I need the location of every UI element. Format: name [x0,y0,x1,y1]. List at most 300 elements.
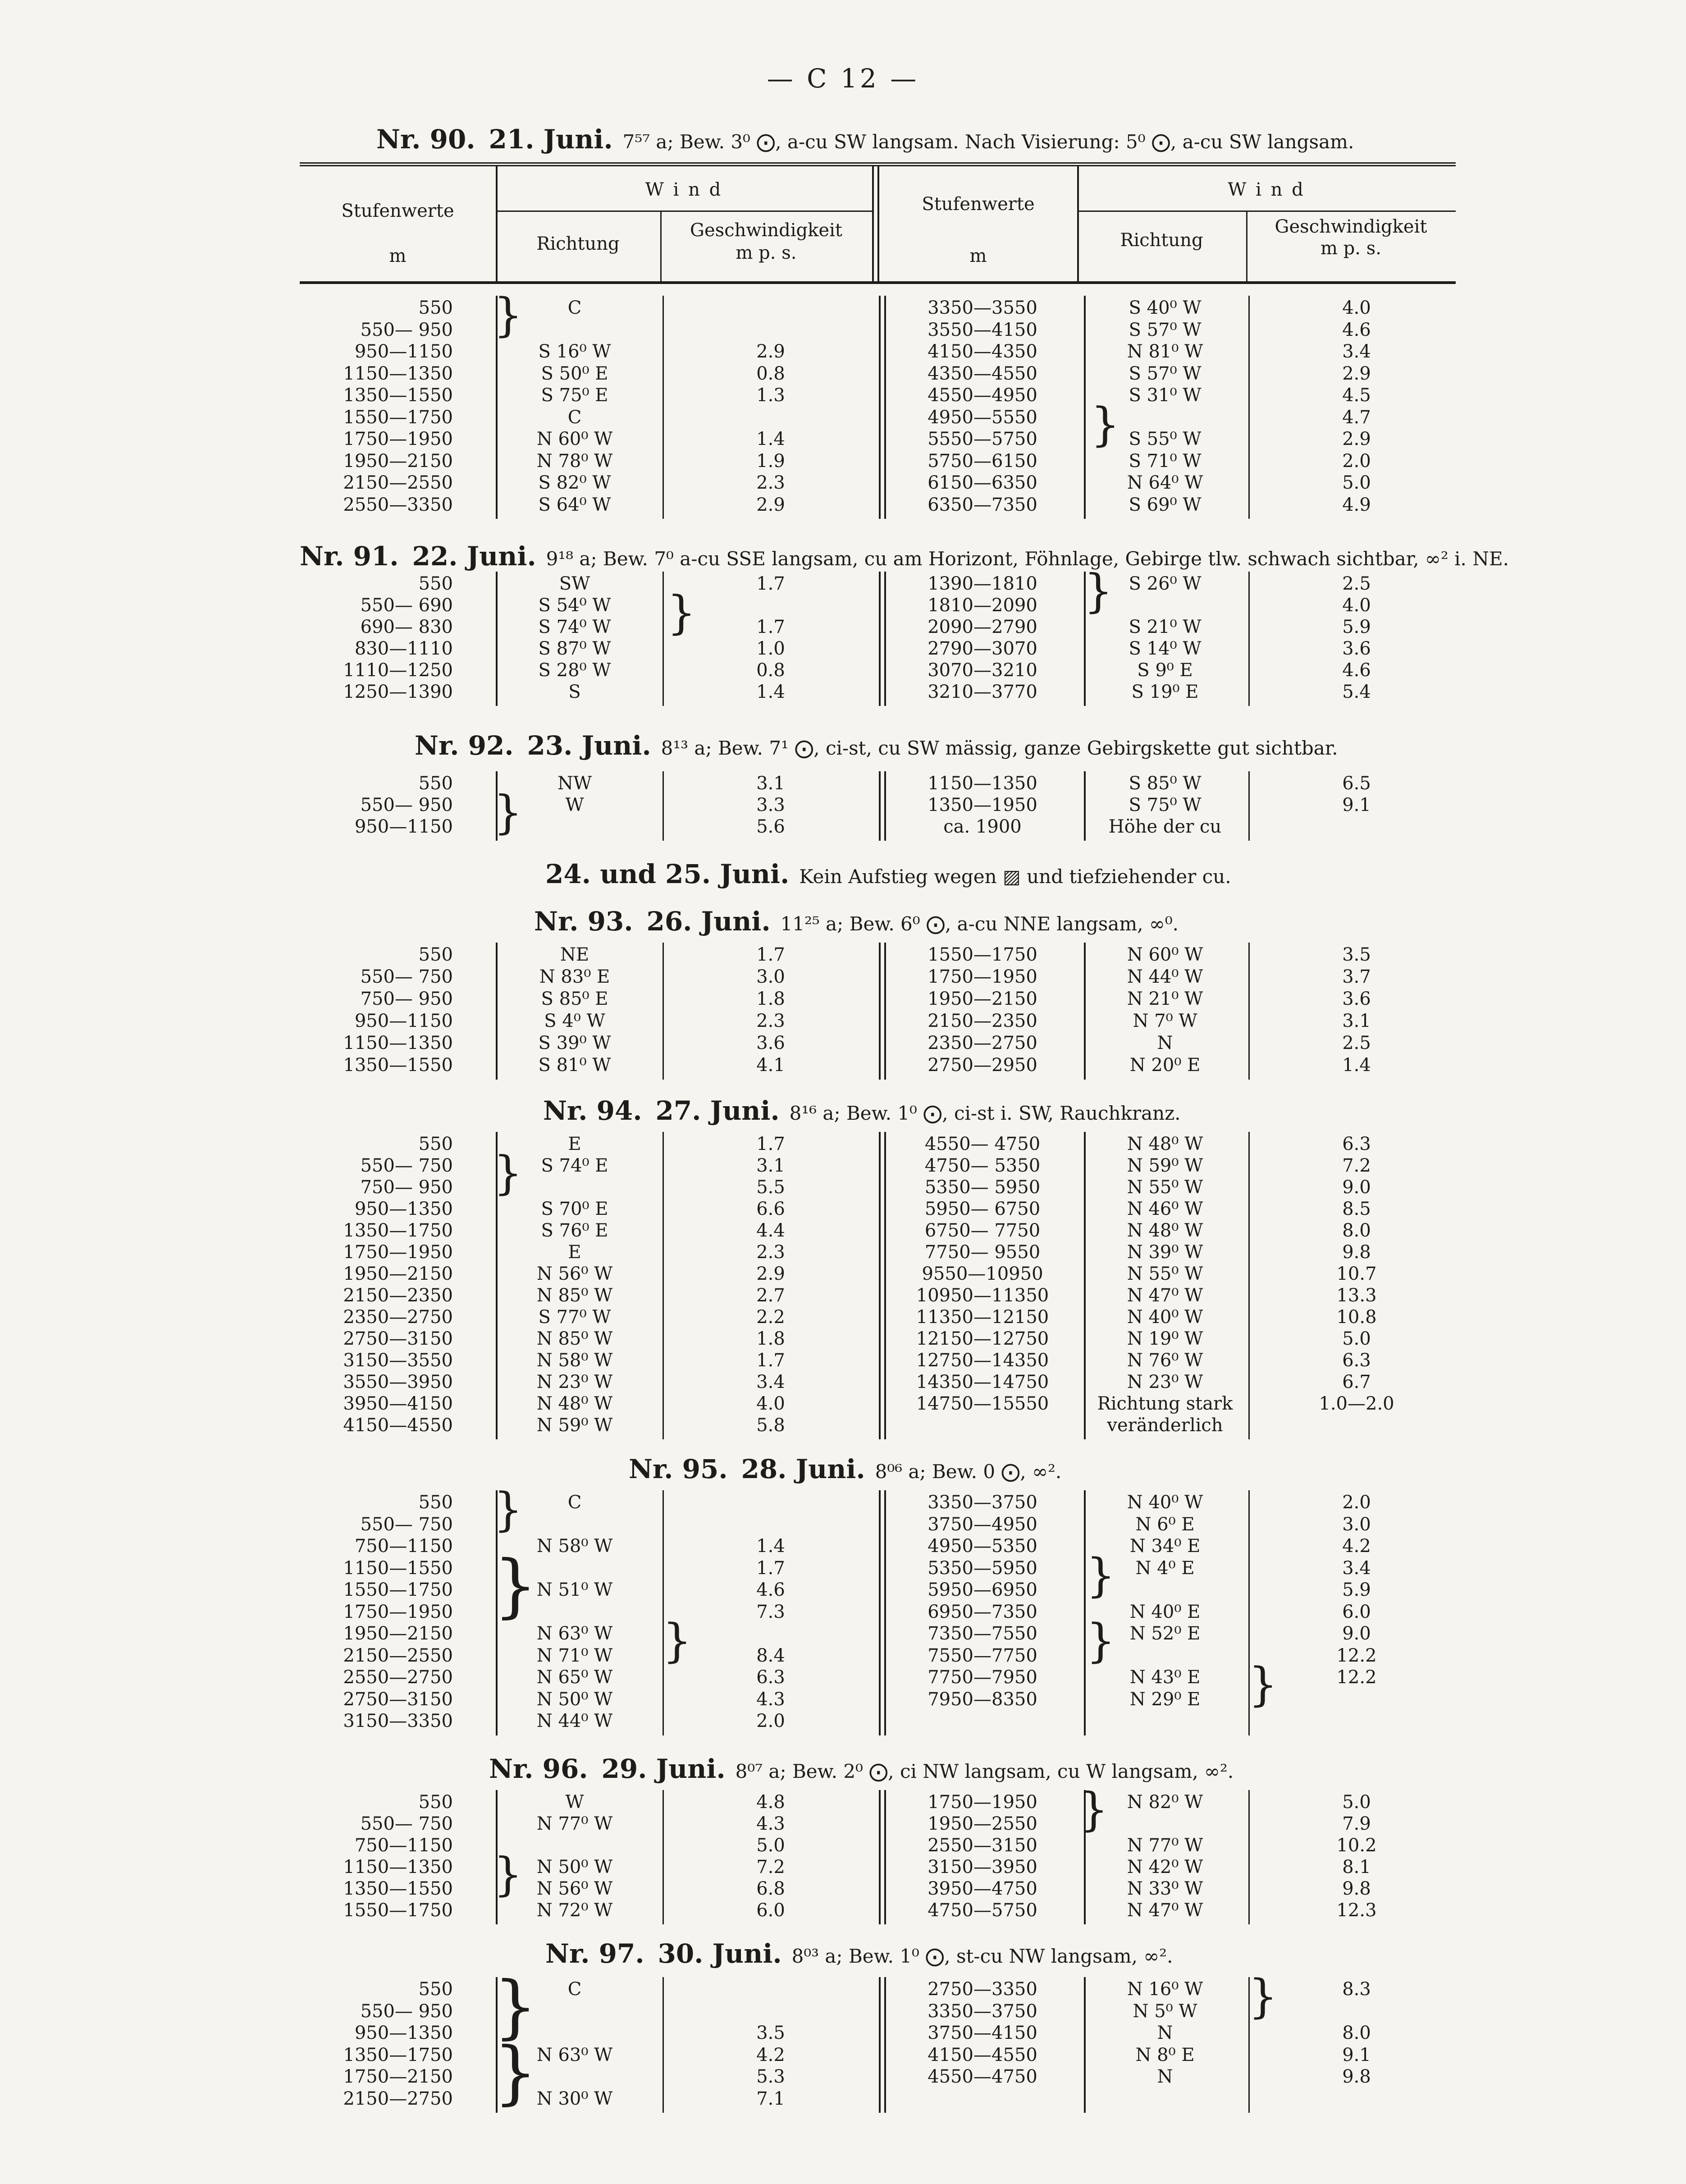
stufenwert-cell: 14350—14750 [916,1372,1049,1392]
stufenwert-cell: 2150—2550 [343,1645,453,1666]
page-number: — C 12 — [767,63,919,94]
stufen-unit-left: m [389,246,407,266]
stufenwert-cell: 5950— 6750 [924,1199,1041,1219]
stufenwert-cell: 3750—4150 [928,2023,1037,2043]
stufenwert-cell: 5550—5750 [928,429,1037,449]
geschwindigkeit-cell: 1.4 [756,429,785,449]
stufenwert-cell: 4750—5750 [928,1900,1037,1921]
stufenwert-cell: 4150—4550 [343,1415,453,1436]
ascent-date: 26. Juni. [646,906,771,937]
geschwindigkeit-cell: 4.0 [1342,298,1371,318]
richtung-cell: N 6⁰ E [1135,1514,1195,1535]
geschwindigkeit-cell: 4.6 [1342,319,1371,340]
stufenwert-cell: 2350—2750 [928,1033,1037,1053]
geschwindigkeit-cell: 3.5 [756,2023,785,2043]
geschwindigkeit-cell: 2.0 [1342,450,1371,472]
stufenwert-cell: 1150—1350 [343,1857,453,1877]
stufenwert-cell: 690— 830 [360,617,453,637]
geschwindigkeit-cell: 1.7 [756,1350,785,1371]
grouping-brace: } [493,1967,538,2047]
geschwindigkeit-cell: 8.1 [1342,1857,1371,1877]
stufenwert-cell: 550— 750 [360,966,453,987]
richtung-cell: S 16⁰ W [538,341,611,362]
stufenwert-cell: 2750—2950 [928,1055,1037,1076]
richtung-cell: N 58⁰ W [536,1536,613,1557]
stufenwert-cell: 10950—11350 [916,1285,1049,1306]
column-rule [879,1490,881,1735]
geschwindigkeit-cell: 1.8 [756,1328,785,1349]
stufenwert-cell: 7750—7950 [928,1667,1037,1688]
stufenwert-cell: 1810—2090 [928,595,1037,616]
stufenwert-cell: 4550— 4750 [924,1134,1041,1154]
richtung-cell: N 83⁰ E [539,966,610,987]
richtung-cell: Richtung stark [1097,1393,1233,1414]
richtung-cell: S 4⁰ W [544,1011,605,1031]
geschwindigkeit-cell: 9.8 [1342,1242,1371,1263]
stufenwert-cell: 1950—2150 [343,1623,453,1644]
geschwindigkeit-cell: 8.4 [756,1645,785,1666]
stufenwert-cell: 3950—4750 [928,1878,1037,1899]
geschwindigkeit-cell: 4.2 [1342,1536,1371,1557]
grouping-brace: } [493,1848,523,1901]
ascent-title [534,906,1179,937]
ascent-title [543,1095,1181,1126]
richtung-cell: E [568,1134,581,1154]
stufenwert-cell: 1350—1550 [343,385,453,406]
column-rule [1084,1490,1086,1735]
stufenwert-cell: 1350—1550 [343,1878,453,1899]
richtung-cell: N 29⁰ E [1129,1689,1201,1710]
richtung-cell: W [565,795,584,815]
richtung-cell: N 71⁰ W [536,1645,613,1666]
stufenwert-cell: 2790—3070 [928,638,1037,659]
geschwindigkeit-cell: 5.6 [756,816,785,837]
richtung-cell: S 82⁰ W [538,472,611,493]
stufenwert-cell: 2750—3150 [343,1689,453,1710]
geschwindigkeit-cell: 3.4 [756,1372,785,1392]
grouping-brace: } [493,288,523,342]
richtung-cell: N 5⁰ W [1133,2001,1197,2022]
stufenwert-cell: 3950—4150 [343,1393,453,1414]
ascent-number: Nr. 95. [629,1454,728,1484]
richtung-cell: N 42⁰ W [1127,1857,1203,1877]
richtung-cell: N 51⁰ W [536,1580,613,1600]
geschwindigkeit-cell: 7.3 [756,1601,785,1622]
stufenwert-cell: 4950—5350 [928,1536,1037,1557]
richtung-cell: N [1157,2023,1173,2043]
geschwindigkeit-cell: 3.5 [1342,944,1371,965]
richtung-cell: N 40⁰ W [1127,1307,1203,1328]
geschwindigkeit-cell: 1.0—2.0 [1319,1393,1394,1414]
stufenwert-cell: 1550—1750 [343,1580,453,1600]
richtung-cell: N 63⁰ W [536,1623,613,1644]
richtung-cell: N 56⁰ W [536,1264,613,1284]
stufenwert-cell: 550— 950 [360,2001,453,2022]
richtung-cell: N 50⁰ W [536,1689,613,1710]
stufenwert-cell: 550 [418,944,453,965]
geschwindigkeit-cell: 1.8 [756,989,785,1009]
gesch-unit-left: m p. s. [736,243,797,263]
ascent-conditions: 9¹⁸ a; Bew. 7⁰ a-cu SSE langsam, cu am Horizont, Föhnlage, Gebirge tlw. schwach sichtbar, ∞² i. NE. [546,548,1509,570]
stufenwert-cell: 550 [418,1492,453,1513]
geschwindigkeit-cell: 5.8 [756,1415,785,1436]
richtung-cell: S 81⁰ W [538,1055,611,1076]
richtung-header-right: Richtung [1120,230,1203,251]
geschwindigkeit-cell: 3.6 [1342,989,1371,1009]
richtung-cell: N 65⁰ W [536,1667,613,1688]
ascent-conditions: 7⁵⁷ a; Bew. 3⁰ ⨀, a-cu SW langsam. Nach Visierung: 5⁰ ⨀, a-cu SW langsam. [622,131,1354,153]
richtung-cell: N 44⁰ W [1127,966,1203,987]
geschwindigkeit-cell: 6.0 [756,1900,785,1921]
richtung-cell: S 71⁰ W [1129,450,1202,472]
ascent-conditions: 11²⁵ a; Bew. 6⁰ ⨀, a-cu NNE langsam, ∞⁰. [780,913,1179,935]
stufenwert-cell: 950—1350 [354,2023,453,2043]
stufenwert-cell: 1750—1950 [928,966,1037,987]
ascent-title [376,124,1354,155]
richtung-cell: veränderlich [1107,1415,1223,1436]
stufenwert-cell: 1750—1950 [928,1792,1037,1813]
geschwindigkeit-cell: 4.6 [1342,660,1371,681]
richtung-cell: N [1157,1033,1173,1053]
richtung-cell: N 64⁰ W [1127,472,1203,493]
ascent-conditions: 8⁰³ a; Bew. 1⁰ ⨀, st-cu NW langsam, ∞². [791,1945,1173,1967]
grouping-brace: } [1086,1614,1115,1668]
richtung-cell: S 74⁰ E [541,1155,608,1176]
richtung-cell: NW [557,773,592,794]
richtung-cell: S 39⁰ W [538,1033,611,1053]
geschwindigkeit-cell: 1.0 [756,638,785,659]
stufenwert-cell: 550— 950 [360,795,453,815]
ascent-conditions: 8⁰⁶ a; Bew. 0 ⨀, ∞². [875,1461,1062,1483]
geschwindigkeit-cell: 6.8 [756,1878,785,1899]
richtung-cell: S [568,682,581,702]
richtung-cell: S 57⁰ W [1129,363,1202,384]
richtung-cell: N 60⁰ W [1127,944,1203,965]
richtung-cell: N 78⁰ W [536,450,613,472]
ascent-date: 30. Juni. [658,1938,782,1969]
ascent-title [415,730,1338,761]
richtung-cell: S 69⁰ W [1129,494,1202,515]
geschwindigkeit-cell: 6.6 [756,1199,785,1219]
geschwindigkeit-cell: 1.4 [756,682,785,702]
grouping-brace: } [663,1614,692,1668]
gesch-unit-right: m p. s. [1320,238,1381,259]
stufenwert-cell: 7550—7750 [928,1645,1037,1666]
geschwindigkeit-cell: 9.1 [1342,2044,1371,2065]
stufenwert-cell: 4350—4550 [928,363,1037,384]
stufenwert-cell: 3550—3950 [343,1372,453,1392]
geschwindigkeit-cell: 9.1 [1342,795,1371,815]
stufenwert-cell: 550— 750 [360,1514,453,1535]
geschwindigkeit-cell: 3.4 [1342,341,1371,362]
stufenwert-cell: 1750—1950 [343,429,453,449]
geschwindigkeit-cell: 8.0 [1342,2023,1371,2043]
richtung-cell: N 76⁰ W [1127,1350,1203,1371]
column-rule [879,572,881,706]
gesch-header-right: Geschwindigkeit [1275,216,1427,237]
stufenwert-cell: 950—1150 [354,1011,453,1031]
ascent-date: 21. Juni. [489,124,613,155]
grouping-brace: } [493,786,523,839]
stufenwert-cell: 6150—6350 [928,472,1037,493]
wind-header-right: W i n d [1228,179,1305,200]
richtung-cell: S 57⁰ W [1129,319,1202,340]
stufenwert-cell: 3550—4150 [928,319,1037,340]
ascent-number: Nr. 92. [415,730,514,761]
ascent-title [300,541,1509,572]
stufenwert-cell: 2150—2350 [928,1011,1037,1031]
richtung-cell: S 14⁰ W [1129,638,1202,659]
richtung-cell: N 16⁰ W [1127,1979,1203,2000]
richtung-cell: N 82⁰ W [1127,1792,1203,1813]
geschwindigkeit-cell: 6.3 [1342,1350,1371,1371]
richtung-cell: S 76⁰ E [541,1220,608,1241]
geschwindigkeit-cell: 6.5 [1342,773,1371,794]
geschwindigkeit-cell: 2.3 [756,1011,785,1031]
stufenwert-cell: 1150—1350 [343,363,453,384]
geschwindigkeit-cell: 4.2 [756,2044,785,2065]
geschwindigkeit-cell: 8.0 [1342,1220,1371,1241]
stufenwert-cell: 550 [418,1134,453,1154]
grouping-brace: } [667,586,696,639]
column-rule [879,1977,881,2113]
ascent-number: Nr. 93. [534,906,633,937]
geschwindigkeit-cell: 4.0 [756,1393,785,1414]
geschwindigkeit-cell: 3.1 [756,773,785,794]
stufenwert-cell: 830—1110 [354,638,453,659]
geschwindigkeit-cell: 2.5 [1342,1033,1371,1053]
column-rule [1084,943,1086,1080]
ascent-number: Nr. 91. [300,541,399,572]
geschwindigkeit-cell: 5.9 [1342,617,1371,637]
stufenwert-cell: 4150—4550 [928,2044,1037,2065]
geschwindigkeit-cell: 4.0 [1342,595,1371,616]
geschwindigkeit-cell: 6.0 [1342,1601,1371,1622]
grouping-brace: } [493,1146,523,1200]
stufenwert-cell: 550 [418,773,453,794]
stufenwert-cell: 5350— 5950 [924,1177,1041,1198]
geschwindigkeit-cell: 7.2 [756,1857,785,1877]
richtung-cell: S 21⁰ W [1129,617,1202,637]
geschwindigkeit-cell: 5.0 [1342,1328,1371,1349]
ascent-number: Nr. 90. [376,124,475,155]
richtung-header-left: Richtung [536,234,620,254]
geschwindigkeit-cell: 1.4 [756,1536,785,1557]
stufenwert-cell: 1150—1550 [343,1557,453,1579]
stufenwert-cell: 3350—3750 [928,1492,1037,1513]
stufenwerte-header-left: Stufenwerte [341,201,454,221]
richtung-cell: N 77⁰ W [536,1813,613,1834]
richtung-cell: N 21⁰ W [1127,989,1203,1009]
richtung-cell: S 26⁰ W [1129,573,1202,594]
column-rule [496,943,498,1080]
richtung-cell: N 55⁰ W [1127,1264,1203,1284]
stufenwert-cell: 3210—3770 [928,682,1037,702]
stufenwert-cell: 1750—2150 [343,2066,453,2087]
stufenwert-cell: 9550—10950 [922,1264,1043,1284]
stufenwert-cell: 3750—4950 [928,1514,1037,1535]
geschwindigkeit-cell: 2.3 [756,1242,785,1263]
geschwindigkeit-cell: 4.8 [756,1792,785,1813]
stufenwert-cell: 1550—1750 [343,407,453,428]
stufenwert-cell: 550— 950 [360,319,453,340]
geschwindigkeit-cell: 9.0 [1342,1623,1371,1644]
richtung-cell: N 39⁰ W [1127,1242,1203,1263]
stufenwert-cell: 550 [418,573,453,594]
stufenwert-cell: 7750— 9550 [924,1242,1041,1263]
richtung-cell: S 77⁰ W [538,1307,611,1328]
stufenwert-cell: 550— 750 [360,1155,453,1176]
geschwindigkeit-cell: 1.3 [756,385,785,406]
richtung-cell: N 48⁰ W [1127,1220,1203,1241]
geschwindigkeit-cell: 4.5 [1342,385,1371,406]
stufenwert-cell: 4750— 5350 [924,1155,1041,1176]
note-text: Kein Aufstieg wegen ▨ und tiefziehender cu. [799,865,1231,888]
stufenwert-cell: 2550—2750 [343,1667,453,1688]
geschwindigkeit-cell: 9.8 [1342,2066,1371,2087]
stufenwert-cell: 1350—1750 [343,2044,453,2065]
stufenwert-cell: 950—1350 [354,1199,453,1219]
richtung-cell: C [567,298,582,318]
ascent-date: 29. Juni. [601,1754,726,1784]
richtung-cell: S 40⁰ W [1129,298,1202,318]
geschwindigkeit-cell: 4.3 [756,1689,785,1710]
geschwindigkeit-cell: 12.2 [1336,1645,1377,1666]
richtung-cell: S 9⁰ E [1137,660,1193,681]
stufenwert-cell: 5750—6150 [928,450,1037,472]
stufenwert-cell: 4550—4950 [928,385,1037,406]
richtung-cell: N 19⁰ W [1127,1328,1203,1349]
ascent-title [545,1938,1173,1969]
stufenwert-cell: 550 [418,1979,453,2000]
column-rule [1084,771,1086,841]
geschwindigkeit-cell: 4.1 [756,1055,785,1076]
ascent-conditions: 8⁰⁷ a; Bew. 2⁰ ⨀, ci NW langsam, cu W langsam, ∞². [735,1760,1234,1782]
column-rule [496,572,498,706]
stufenwert-cell: 2150—2350 [343,1285,453,1306]
geschwindigkeit-cell: 3.1 [756,1155,785,1176]
richtung-cell: N 43⁰ E [1129,1667,1201,1688]
stufenwert-cell: ca. 1900 [943,816,1022,837]
richtung-cell: N 20⁰ E [1129,1055,1201,1076]
richtung-cell: N 34⁰ E [1129,1536,1201,1557]
stufenwert-cell: 550— 750 [360,1813,453,1834]
stufenwert-cell: 3350—3550 [928,298,1037,318]
stufenwert-cell: 6950—7350 [928,1601,1037,1622]
geschwindigkeit-cell: 6.7 [1342,1372,1371,1392]
richtung-cell: N 50⁰ W [536,1857,613,1877]
richtung-cell: N 44⁰ W [536,1711,613,1731]
geschwindigkeit-cell: 5.0 [1342,1792,1371,1813]
richtung-cell: N 72⁰ W [536,1900,613,1921]
ascent-date: 22. Juni. [412,541,536,572]
stufenwert-cell: 1350—1550 [343,1055,453,1076]
grouping-brace: } [493,2032,538,2113]
geschwindigkeit-cell: 3.0 [1342,1514,1371,1535]
geschwindigkeit-cell: 5.0 [1342,472,1371,493]
stufenwert-cell: 1950—2150 [343,1264,453,1284]
stufenwert-cell: 3070—3210 [928,660,1037,681]
richtung-cell: N 85⁰ W [536,1285,613,1306]
stufenwert-cell: 14750—15550 [916,1393,1049,1414]
stufenwert-cell: 550 [418,298,453,318]
richtung-cell: N 46⁰ W [1127,1199,1203,1219]
stufen-unit-right: m [969,246,987,266]
column-rule [879,1790,881,1924]
stufenwert-cell: 2150—2750 [343,2088,453,2109]
stufenwert-cell: 750—1150 [354,1536,453,1557]
note-date: 24. und 25. Juni. [545,859,790,889]
geschwindigkeit-cell: 2.9 [756,1264,785,1284]
geschwindigkeit-cell: 4.9 [1342,494,1371,515]
richtung-cell: N 59⁰ W [536,1415,613,1436]
geschwindigkeit-cell: 2.9 [1342,429,1371,449]
richtung-cell: N 60⁰ W [536,429,613,449]
geschwindigkeit-cell: 0.8 [756,363,785,384]
richtung-cell: N 8⁰ E [1135,2044,1195,2065]
geschwindigkeit-cell: 3.3 [756,795,785,815]
geschwindigkeit-cell: 2.9 [1342,363,1371,384]
stufenwert-cell: 3150—3550 [343,1350,453,1371]
column-rule [879,943,881,1080]
geschwindigkeit-cell: 13.3 [1336,1285,1377,1306]
richtung-cell: S 50⁰ E [541,363,608,384]
richtung-cell: N 33⁰ W [1127,1878,1203,1899]
geschwindigkeit-cell: 2.9 [756,341,785,362]
stufenwert-cell: 1150—1350 [928,773,1037,794]
stufenwert-cell: 950—1150 [354,341,453,362]
stufenwert-cell: 7950—8350 [928,1689,1037,1710]
stufenwert-cell: 1750—1950 [343,1601,453,1622]
richtung-cell: N 48⁰ W [536,1393,613,1414]
geschwindigkeit-cell: 10.8 [1336,1307,1377,1328]
stufenwert-cell: 1250—1390 [343,682,453,702]
richtung-cell: S 64⁰ W [538,494,611,515]
stufenwert-cell: 6750— 7750 [924,1220,1041,1241]
grouping-brace: } [493,1545,538,1626]
richtung-cell: C [567,1492,582,1513]
geschwindigkeit-cell: 4.3 [756,1813,785,1834]
stufenwert-cell: 1350—1750 [343,1220,453,1241]
richtung-cell: N 23⁰ W [536,1372,613,1392]
stufenwert-cell: 1950—2550 [928,1813,1037,1834]
richtung-cell: S 70⁰ E [541,1199,608,1219]
stufenwert-cell: 7350—7550 [928,1623,1037,1644]
stufenwert-cell: 1550—1750 [343,1900,453,1921]
stufenwert-cell: 2090—2790 [928,617,1037,637]
ascent-conditions: 8¹³ a; Bew. 7¹ ⨀, ci-st, cu SW mässig, ganze Gebirgskette gut sichtbar. [661,737,1338,759]
ascent-number: Nr. 97. [545,1938,644,1969]
richtung-cell: N 63⁰ W [536,2044,613,2065]
geschwindigkeit-cell: 1.7 [756,1134,785,1154]
richtung-cell: Höhe der cu [1108,816,1222,837]
stufenwert-cell: 2150—2550 [343,472,453,493]
stufenwert-cell: 12150—12750 [916,1328,1049,1349]
geschwindigkeit-cell: 10.2 [1336,1835,1377,1856]
geschwindigkeit-cell: 0.8 [756,660,785,681]
geschwindigkeit-cell: 2.7 [756,1285,785,1306]
ascent-number: Nr. 94. [543,1095,642,1126]
stufenwert-cell: 750— 950 [360,1177,453,1198]
geschwindigkeit-cell: 6.3 [1342,1134,1371,1154]
geschwindigkeit-cell: 12.2 [1336,1667,1377,1688]
stufenwert-cell: 5350—5950 [928,1557,1037,1579]
richtung-cell: C [567,1979,582,2000]
geschwindigkeit-cell: 5.3 [756,2066,785,2087]
stufenwert-cell: 750— 950 [360,989,453,1009]
geschwindigkeit-cell: 12.3 [1336,1900,1377,1921]
geschwindigkeit-cell: 9.8 [1342,1878,1371,1899]
